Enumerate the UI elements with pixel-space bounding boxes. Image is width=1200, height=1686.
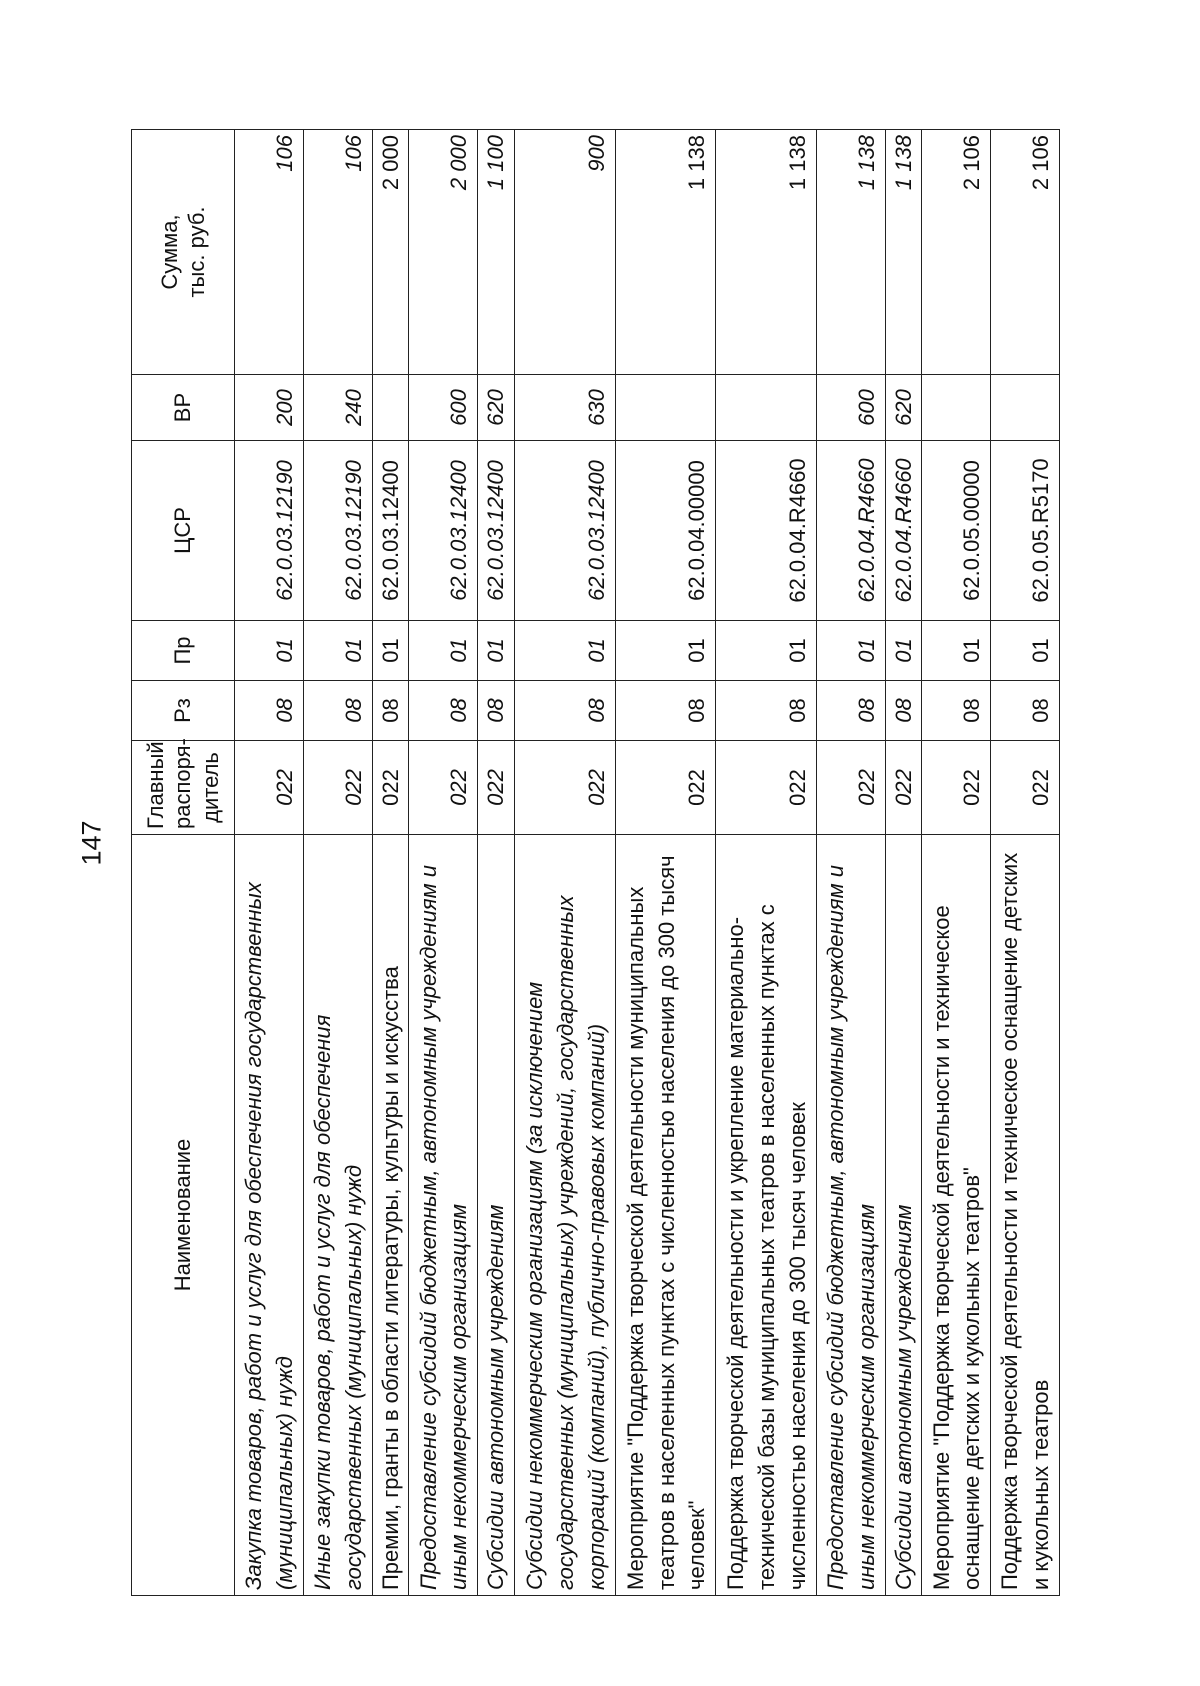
cell-target-item: 62.0.03.12400 xyxy=(372,441,409,621)
cell-subsection: 01 xyxy=(409,621,478,681)
cell-subsection: 01 xyxy=(235,621,304,681)
cell-section: 08 xyxy=(409,681,478,741)
cell-expense-type: 200 xyxy=(235,375,304,441)
cell-name: Предоставление субсидий бюджетным, автономным учреждениям и иным некоммерческим организациям xyxy=(409,835,478,1596)
cell-main-manager: 022 xyxy=(372,741,409,835)
table-header-row xyxy=(132,130,235,1596)
column-header-main-manager: Главный распоря- дитель xyxy=(132,741,235,835)
cell-main-manager: 022 xyxy=(716,741,817,835)
cell-target-item: 62.0.04.R4660 xyxy=(716,441,817,621)
cell-target-item: 62.0.03.12190 xyxy=(235,441,304,621)
cell-amount: 1 138 xyxy=(615,130,716,375)
cell-main-manager: 022 xyxy=(303,741,372,835)
cell-name: Предоставление субсидий бюджетным, автономным учреждениям и иным некоммерческим организациям xyxy=(816,835,885,1596)
cell-name: Субсидии автономным учреждениям xyxy=(885,835,922,1596)
cell-main-manager: 022 xyxy=(885,741,922,835)
cell-expense-type xyxy=(991,375,1060,441)
cell-main-manager: 022 xyxy=(816,741,885,835)
page-number: 147 xyxy=(76,820,107,866)
cell-section: 08 xyxy=(816,681,885,741)
column-header-amount: Сумма, тыс. руб. xyxy=(132,130,235,375)
cell-name: Иные закупки товаров, работ и услуг для обеспечения государственных (муниципальных) нужд xyxy=(303,835,372,1596)
cell-amount: 2 000 xyxy=(372,130,409,375)
cell-main-manager: 022 xyxy=(922,741,991,835)
cell-amount: 2 106 xyxy=(991,130,1060,375)
cell-expense-type xyxy=(922,375,991,441)
cell-expense-type: 600 xyxy=(816,375,885,441)
column-header-expense-type: ВР xyxy=(132,375,235,441)
table-row xyxy=(409,130,478,1596)
cell-expense-type xyxy=(716,375,817,441)
table-row xyxy=(615,130,716,1596)
cell-name: Закупка товаров, работ и услуг для обеспечения государственных (муниципальных) нужд xyxy=(235,835,304,1596)
cell-subsection: 01 xyxy=(515,621,616,681)
cell-expense-type: 240 xyxy=(303,375,372,441)
cell-expense-type: 600 xyxy=(409,375,478,441)
cell-target-item: 62.0.03.12400 xyxy=(409,441,478,621)
cell-name: Субсидии автономным учреждениям xyxy=(478,835,515,1596)
cell-main-manager: 022 xyxy=(991,741,1060,835)
cell-section: 08 xyxy=(615,681,716,741)
cell-amount: 900 xyxy=(515,130,616,375)
cell-main-manager: 022 xyxy=(235,741,304,835)
cell-amount: 2 000 xyxy=(409,130,478,375)
table-row xyxy=(991,130,1060,1596)
cell-subsection: 01 xyxy=(303,621,372,681)
cell-target-item: 62.0.03.12400 xyxy=(478,441,515,621)
cell-amount: 1 138 xyxy=(816,130,885,375)
cell-amount: 1 100 xyxy=(478,130,515,375)
cell-expense-type: 620 xyxy=(478,375,515,441)
table-row xyxy=(716,130,817,1596)
cell-section: 08 xyxy=(478,681,515,741)
budget-table xyxy=(131,129,1060,1596)
cell-main-manager: 022 xyxy=(615,741,716,835)
cell-subsection: 01 xyxy=(716,621,817,681)
cell-target-item: 62.0.04.00000 xyxy=(615,441,716,621)
cell-section: 08 xyxy=(372,681,409,741)
cell-section: 08 xyxy=(515,681,616,741)
column-header-target-item: ЦСР xyxy=(132,441,235,621)
cell-subsection: 01 xyxy=(816,621,885,681)
cell-expense-type: 620 xyxy=(885,375,922,441)
cell-expense-type xyxy=(372,375,409,441)
cell-name: Субсидии некоммерческим организациям (за исключением государственных (муниципальных) учреждений, государственных корпораций (компаний), публично-правовых компаний) xyxy=(515,835,616,1596)
cell-section: 08 xyxy=(235,681,304,741)
cell-subsection: 01 xyxy=(372,621,409,681)
table-row xyxy=(303,130,372,1596)
cell-amount: 106 xyxy=(235,130,304,375)
table-row xyxy=(478,130,515,1596)
cell-section: 08 xyxy=(716,681,817,741)
table-row xyxy=(515,130,616,1596)
column-header-subsection: Пр xyxy=(132,621,235,681)
cell-main-manager: 022 xyxy=(409,741,478,835)
table-row xyxy=(235,130,304,1596)
cell-section: 08 xyxy=(303,681,372,741)
cell-amount: 1 138 xyxy=(885,130,922,375)
cell-target-item: 62.0.04.R4660 xyxy=(885,441,922,621)
cell-subsection: 01 xyxy=(478,621,515,681)
cell-amount: 1 138 xyxy=(716,130,817,375)
cell-section: 08 xyxy=(885,681,922,741)
cell-name: Мероприятие "Поддержка творческой деятельности муниципальных театров в населенных пунктах с численностью населения до 300 тысяч человек" xyxy=(615,835,716,1596)
cell-subsection: 01 xyxy=(991,621,1060,681)
cell-target-item: 62.0.03.12400 xyxy=(515,441,616,621)
column-header-section: Рз xyxy=(132,681,235,741)
cell-subsection: 01 xyxy=(885,621,922,681)
cell-name: Поддержка творческой деятельности и укрепление материально-технической базы муниципальных театров в населенных пунктах с численностью населения до 300 тысяч человек xyxy=(716,835,817,1596)
table-row xyxy=(885,130,922,1596)
table-body xyxy=(235,130,1060,1596)
cell-main-manager: 022 xyxy=(478,741,515,835)
cell-name: Премии, гранты в области литературы, культуры и искусства xyxy=(372,835,409,1596)
cell-section: 08 xyxy=(991,681,1060,741)
cell-amount: 106 xyxy=(303,130,372,375)
cell-target-item: 62.0.05.00000 xyxy=(922,441,991,621)
column-header-name: Наименование xyxy=(132,835,235,1596)
cell-subsection: 01 xyxy=(922,621,991,681)
cell-name: Поддержка творческой деятельности и техническое оснащение детских и кукольных театров xyxy=(991,835,1060,1596)
table-row xyxy=(816,130,885,1596)
table-row xyxy=(372,130,409,1596)
cell-subsection: 01 xyxy=(615,621,716,681)
rotated-table-container xyxy=(131,130,1060,1596)
cell-amount: 2 106 xyxy=(922,130,991,375)
cell-target-item: 62.0.05.R5170 xyxy=(991,441,1060,621)
table-row xyxy=(922,130,991,1596)
cell-section: 08 xyxy=(922,681,991,741)
cell-expense-type xyxy=(615,375,716,441)
cell-target-item: 62.0.03.12190 xyxy=(303,441,372,621)
cell-main-manager: 022 xyxy=(515,741,616,835)
cell-target-item: 62.0.04.R4660 xyxy=(816,441,885,621)
cell-expense-type: 630 xyxy=(515,375,616,441)
cell-name: Мероприятие "Поддержка творческой деятельности и техническое оснащение детских и кукольных театров" xyxy=(922,835,991,1596)
